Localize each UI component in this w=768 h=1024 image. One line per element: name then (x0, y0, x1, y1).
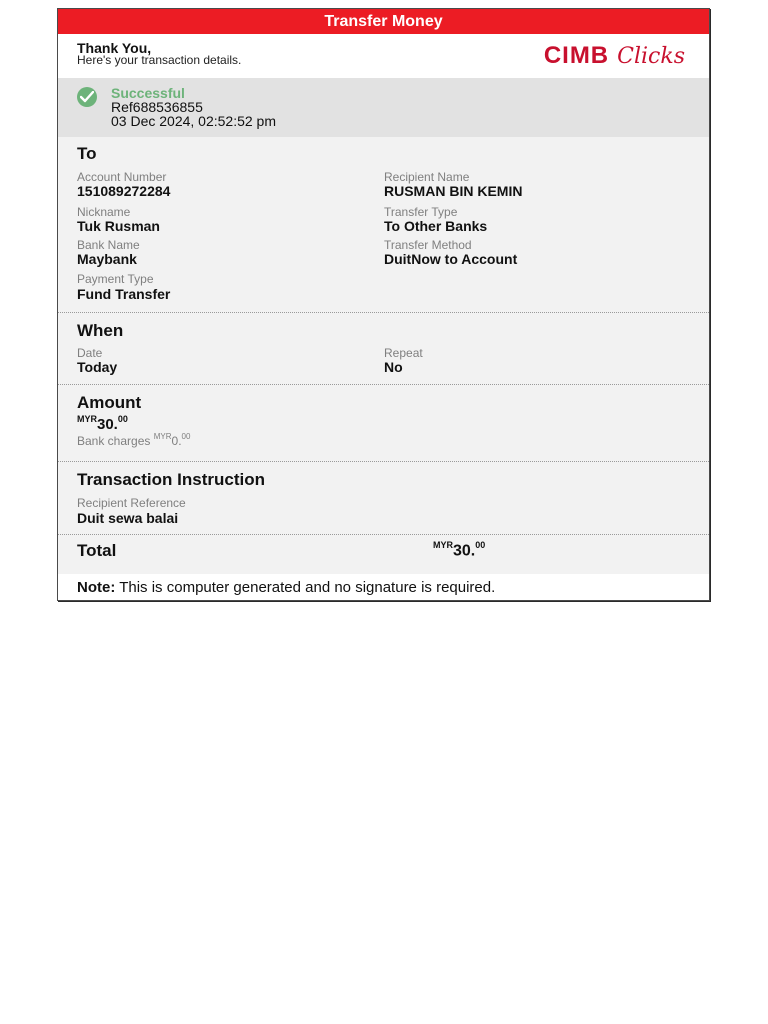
to-section (58, 137, 709, 313)
when-heading: When (77, 321, 124, 340)
bank-name-label: Bank Name (77, 238, 140, 252)
amount-cents: 00 (117, 414, 128, 424)
transfer-method-value: DuitNow to Account (384, 251, 518, 267)
nickname-label: Nickname (77, 205, 131, 219)
note-prefix: Note: (77, 579, 116, 596)
nickname-value: Tuk Rusman (77, 218, 160, 234)
amount-section (58, 385, 709, 462)
recipient-name-label: Recipient Name (384, 170, 470, 184)
date-label: Date (77, 346, 103, 360)
logo-product: Clicks (617, 43, 685, 69)
status-block (58, 78, 709, 137)
bank-charges (77, 433, 190, 448)
charges-currency: MYR (153, 432, 172, 441)
bank-charges-label: Bank charges (77, 434, 151, 448)
payment-type-label: Payment Type (77, 272, 154, 286)
when-section (58, 313, 709, 385)
greeting-block (58, 34, 709, 78)
transfer-type-value: To Other Banks (384, 218, 488, 234)
total-whole: 30. (453, 542, 476, 560)
check-circle-icon (77, 87, 97, 107)
instruction-section (58, 462, 709, 535)
recipient-reference-value: Duit sewa balai (77, 510, 179, 526)
to-heading: To (77, 144, 97, 163)
date-value: Today (77, 359, 118, 375)
note-text: This is computer generated and no signature is required. (115, 579, 496, 596)
charges-cents: 00 (181, 432, 191, 441)
total-section (58, 535, 709, 574)
transfer-type-label: Transfer Type (384, 205, 458, 219)
total-heading: Total (77, 541, 117, 560)
details-subtitle: Here's your transaction details. (77, 53, 242, 67)
account-number-label: Account Number (77, 170, 167, 184)
transaction-datetime: 03 Dec 2024, 02:52:52 pm (111, 113, 277, 129)
recipient-reference-label: Recipient Reference (77, 496, 186, 510)
repeat-value: No (384, 359, 403, 375)
amount-whole: 30. (97, 416, 118, 433)
status-label: Successful (111, 85, 185, 101)
bank-name-value: Maybank (77, 251, 137, 267)
account-number-value: 151089272284 (77, 183, 171, 199)
receipt-title: Transfer Money (58, 9, 709, 34)
payment-type-value: Fund Transfer (77, 286, 171, 302)
total-amount (433, 541, 485, 560)
repeat-label: Repeat (384, 346, 423, 360)
total-currency: MYR (433, 540, 453, 550)
transaction-receipt (57, 8, 710, 601)
total-cents: 00 (475, 540, 486, 550)
amount-value (77, 415, 128, 433)
cimb-clicks-logo (544, 43, 685, 69)
reference-number: Ref688536855 (111, 99, 203, 115)
amount-heading: Amount (77, 393, 142, 412)
logo-brand: CIMB (543, 42, 610, 69)
thank-you-text: Thank You, (77, 40, 152, 56)
footer-note (77, 579, 495, 596)
instruction-heading: Transaction Instruction (77, 470, 265, 489)
recipient-name-value: RUSMAN BIN KEMIN (384, 183, 523, 199)
charges-whole: 0. (171, 434, 182, 448)
transfer-method-label: Transfer Method (384, 238, 472, 252)
amount-currency: MYR (77, 414, 97, 424)
